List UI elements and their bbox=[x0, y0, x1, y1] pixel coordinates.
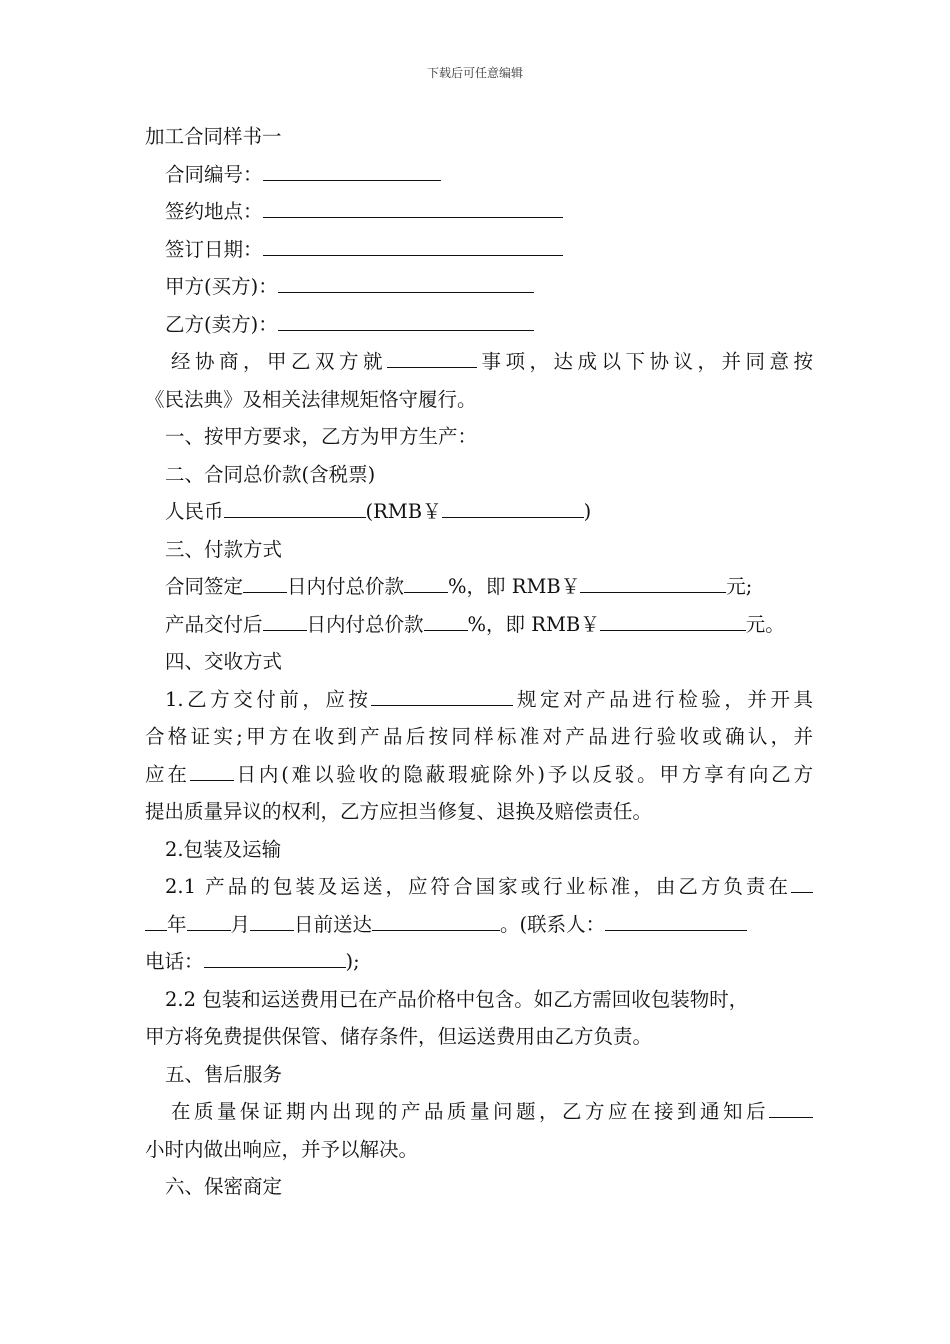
matter-blank bbox=[387, 366, 477, 368]
section-2-heading: 二、合同总价款(含税票) bbox=[165, 462, 376, 486]
party-b-line bbox=[145, 306, 813, 344]
section-1-heading: 一、按甲方要求，乙方为甲方生产： bbox=[165, 425, 478, 448]
pay2-days-blank bbox=[263, 629, 307, 631]
payment-line-1 bbox=[145, 568, 813, 606]
clause-4-1-line-4: 提出质量异议的权利，乙方应担当修复、退换及赔偿责任。 bbox=[145, 800, 653, 823]
month-blank bbox=[187, 929, 231, 931]
pay2-text-4: 元。 bbox=[745, 612, 785, 636]
sign-place-label: 签约地点： bbox=[165, 200, 263, 223]
party-b-blank bbox=[278, 329, 534, 331]
party-a-line bbox=[145, 268, 813, 306]
clause-4-2-1-line-1 bbox=[145, 868, 813, 906]
clause-4-1-text-4: 日内(难以验收的隐蔽瑕疵除外)予以反驳。甲方享有向乙方 bbox=[233, 762, 813, 786]
clause-4-1-text-2: 规定对产品进行检验，并开具 bbox=[513, 687, 813, 711]
rmb-paren-close: ) bbox=[583, 500, 592, 523]
payment-line-2 bbox=[145, 606, 813, 644]
party-a-blank bbox=[278, 291, 534, 293]
year-blank-part-2 bbox=[145, 929, 167, 931]
intro-paragraph-line-2: 《民法典》及相关法律规矩恪守履行。 bbox=[145, 387, 477, 411]
sign-date-label: 签订日期： bbox=[165, 237, 263, 261]
pay2-text-3: %，即 RMB￥ bbox=[467, 612, 600, 636]
clause-4-2-2-line-2: 甲方将免费提供保管、储存条件，但运送费用由乙方负责。 bbox=[145, 1025, 653, 1048]
clause-4-1-text-1: 1.乙方交付前，应按 bbox=[165, 687, 372, 711]
objection-days-blank bbox=[190, 779, 234, 781]
document-title: 加工合同样书一 bbox=[145, 125, 282, 148]
intro-paragraph-line-1 bbox=[145, 343, 813, 381]
header-note: 下载后可任意编辑 bbox=[426, 66, 523, 80]
pay2-text-1: 产品交付后 bbox=[165, 612, 263, 636]
section-3-heading: 三、付款方式 bbox=[165, 537, 283, 561]
contract-no-blank bbox=[263, 179, 441, 181]
phone-blank bbox=[204, 966, 346, 968]
clause-4-1-text-3: 应在 bbox=[145, 762, 190, 786]
pay1-text-3: %，即 RMB￥ bbox=[448, 575, 581, 598]
section-4-heading: 四、交收方式 bbox=[165, 650, 283, 673]
pay1-percent-blank bbox=[404, 591, 448, 593]
year-label: 年 bbox=[167, 912, 187, 936]
intro-text-1: 经协商，甲乙双方就 bbox=[171, 350, 387, 373]
section-5-line-2: 小时内做出响应，并予以解决。 bbox=[145, 1137, 419, 1161]
sign-place-line bbox=[145, 193, 813, 231]
response-hours-blank bbox=[769, 1116, 813, 1118]
clause-4-1-line-3 bbox=[145, 756, 813, 794]
pay1-days-blank bbox=[243, 591, 287, 593]
rmb-chinese-blank bbox=[224, 516, 366, 518]
sign-date-line bbox=[145, 231, 813, 269]
section-5-text-1: 在质量保证期内出现的产品质量问题，乙方应在接到通知后 bbox=[171, 1100, 769, 1123]
pay1-text-4: 元; bbox=[726, 575, 753, 598]
pay1-text-2: 日内付总价款 bbox=[287, 575, 405, 598]
clause-4-1-line-1 bbox=[145, 681, 813, 719]
clause-4-1-line-2: 合格证实;甲方在收到产品后按同样标准对产品进行验收或确认，并 bbox=[145, 725, 813, 748]
delivery-place-blank bbox=[372, 929, 500, 931]
contract-no-label: 合同编号： bbox=[165, 162, 263, 186]
pay2-amount-blank bbox=[600, 629, 746, 631]
sign-date-blank bbox=[263, 254, 563, 256]
year-blank-part-1 bbox=[791, 891, 813, 893]
delivery-text: 日前送达 bbox=[294, 912, 373, 936]
party-b-label: 乙方(卖方)： bbox=[165, 312, 278, 336]
section-6-heading: 六、保密商定 bbox=[165, 1175, 283, 1198]
clause-4-2-1-line-2 bbox=[145, 906, 813, 944]
phone-close: ); bbox=[345, 950, 360, 973]
contract-body bbox=[145, 118, 813, 1206]
clause-4-2-1-line-3 bbox=[145, 943, 813, 981]
contact-blank bbox=[605, 929, 747, 931]
pay2-text-2: 日内付总价款 bbox=[306, 612, 424, 636]
clause-4-2-heading: 2.包装及运输 bbox=[165, 837, 282, 861]
month-label: 月 bbox=[230, 912, 251, 936]
phone-label: 电话： bbox=[145, 950, 204, 973]
rmb-paren-open: (RMB￥ bbox=[365, 500, 442, 523]
contact-label: 。(联系人： bbox=[500, 912, 606, 936]
rmb-label: 人民币 bbox=[165, 500, 224, 523]
pay2-percent-blank bbox=[424, 629, 468, 631]
clause-4-2-1-text-1: 2.1 产品的包装及运送，应符合国家或行业标准，由乙方负责在 bbox=[165, 875, 791, 898]
inspection-standard-blank bbox=[371, 704, 513, 706]
party-a-label: 甲方(买方)： bbox=[165, 275, 278, 298]
rmb-number-blank bbox=[442, 516, 584, 518]
section-5-line-1 bbox=[145, 1093, 813, 1131]
pay1-amount-blank bbox=[580, 591, 726, 593]
section-5-heading: 五、售后服务 bbox=[165, 1062, 283, 1086]
sign-place-blank bbox=[263, 216, 563, 218]
pay1-text-1: 合同签定 bbox=[165, 575, 244, 598]
day-blank bbox=[250, 929, 294, 931]
contract-no-line bbox=[145, 156, 813, 194]
clause-4-2-2-line-1: 2.2 包装和运送费用已在产品价格中包含。如乙方需回收包装物时， bbox=[165, 987, 749, 1011]
rmb-line bbox=[145, 493, 813, 531]
intro-text-2: 事项，达成以下协议，并同意按 bbox=[477, 350, 813, 373]
